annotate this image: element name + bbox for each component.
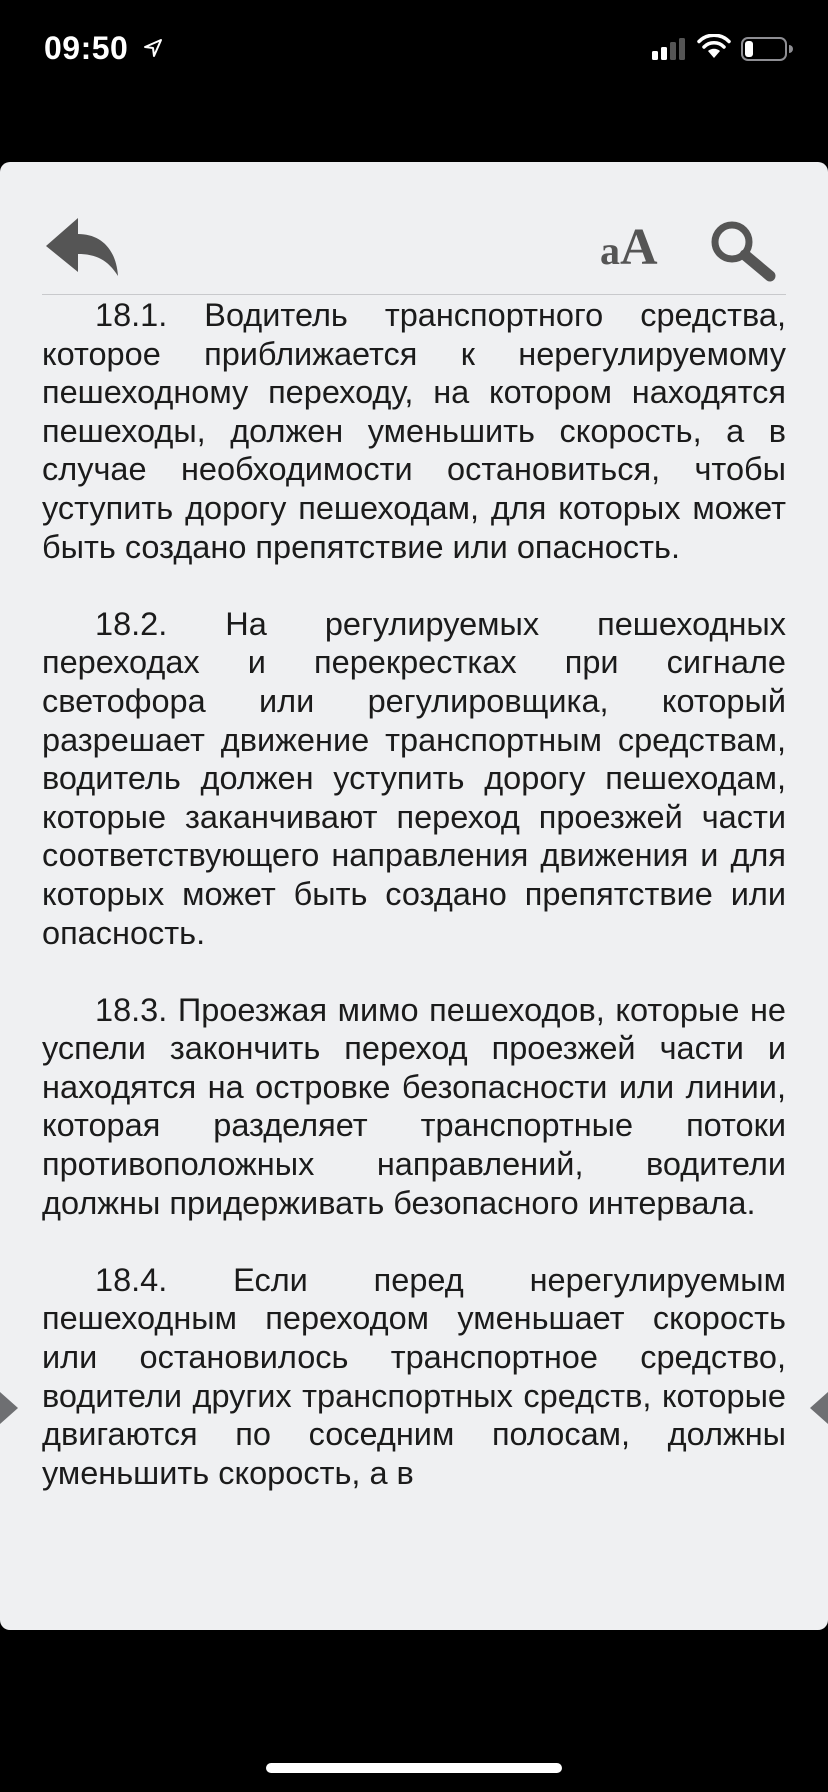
back-button[interactable] [42, 214, 122, 280]
back-arrow-icon [42, 214, 122, 280]
location-arrow-icon [143, 38, 163, 58]
status-bar [0, 0, 828, 100]
search-button[interactable] [706, 218, 778, 284]
previous-page-arrow-icon[interactable] [0, 1392, 18, 1424]
paragraph-18-4: 18.4. Если перед нерегулируемым пешеходным переходом уменьшает скорость или остановилось транспортное средство, водители других транспортных средств, которые двигаются по соседним полосам, должны уменьшить скорость, а в [42, 1261, 786, 1491]
next-page-arrow-icon[interactable] [810, 1392, 828, 1424]
paragraph-18-3: 18.3. Проезжая мимо пешеходов, которые не успели закончить переход проезжей части и находятся на островке безопасности или линии, которая разделяет транспортные потоки противоположных направлений, водители должны придерживать безопасного интервала. [42, 991, 786, 1221]
home-indicator[interactable] [266, 1763, 562, 1773]
font-size-small-label: a [600, 228, 620, 273]
toolbar-divider [42, 294, 786, 295]
cellular-signal-icon [651, 37, 687, 61]
search-icon [706, 218, 778, 284]
font-size-button[interactable] [600, 218, 676, 274]
wifi-icon [697, 34, 731, 60]
paragraph-18-2: 18.2. На регулируемых пешеходных переходах и перекрестках при сигнале светофора или регулировщика, который разрешает движение транспортным средствам, водитель должен уступить дорогу пешеходам, которые заканчивают переход проезжей части соответствующего направления движения и для которых может быть создано препятствие или опасность. [42, 605, 786, 951]
reader-toolbar [0, 162, 828, 296]
article-content [42, 296, 786, 1531]
reader-panel [0, 162, 828, 1630]
font-size-big-label: A [620, 219, 658, 276]
paragraph-18-1: 18.1. Водитель транспортного средства, которое приближается к нерегулируемому пешеходному переходу, на котором находятся пешеходы, должен уменьшить скорость, а в случае необходимости остановиться, чтобы уступить дорогу пешеходам, для которых может быть создано препятствие или опасность. [42, 297, 786, 565]
status-time: 09:50 [44, 30, 129, 66]
battery-icon [741, 37, 793, 61]
